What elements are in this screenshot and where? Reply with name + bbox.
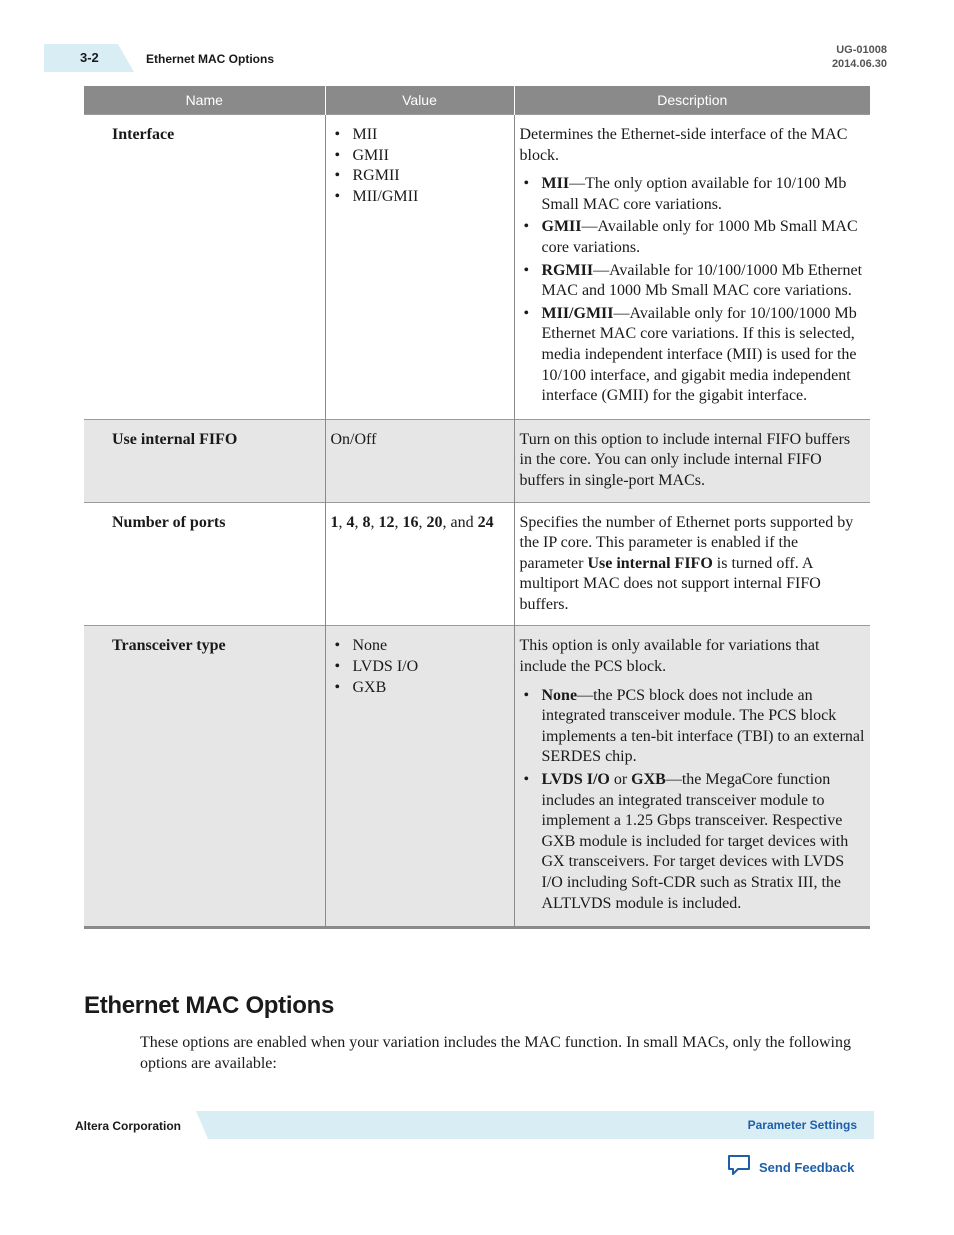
port-count: 4 — [346, 513, 355, 531]
footer-company: Altera Corporation — [75, 1119, 182, 1133]
running-header-section: Ethernet MAC Options — [146, 52, 274, 66]
description-intro: This option is only available for variations that include the PCS block. — [519, 637, 820, 676]
section-heading: Ethernet MAC Options — [84, 992, 334, 1019]
port-count: 12 — [378, 513, 395, 531]
bullet-text: —Available only for 1000 Mb Small MAC core variations. — [541, 218, 858, 256]
param-value — [325, 502, 514, 626]
bullet-term: MII — [541, 175, 570, 193]
param-name: Use internal FIFO — [84, 419, 325, 502]
bullet-text: or — [609, 771, 632, 789]
separator: , — [418, 513, 427, 531]
send-feedback-label[interactable]: Send Feedback — [759, 1160, 855, 1175]
param-description — [514, 115, 870, 420]
bullet-text: —The only option available for 10/100 Mb Small MAC core variations. — [541, 175, 847, 213]
table-row — [84, 626, 870, 928]
page-number: 3-2 — [80, 50, 99, 65]
bullet-text: —Available for 10/100/1000 Mb Ethernet MAC and 1000 Mb Small MAC core variations. — [541, 261, 863, 300]
param-name: Transceiver type — [84, 626, 325, 928]
separator: , and — [442, 513, 478, 531]
param-description — [514, 502, 870, 626]
description-bullet — [520, 174, 866, 215]
value-item: • None — [331, 636, 509, 657]
param-description: Turn on this option to include internal FIFO buffers in the core. You can only include internal FIFO buffers in single-port MACs. — [514, 419, 870, 502]
value-item: • GMII — [331, 146, 509, 167]
param-name: Number of ports — [84, 502, 325, 626]
param-values — [325, 626, 514, 928]
port-count: 8 — [362, 513, 371, 531]
parameter-settings-link[interactable]: Parameter Settings — [747, 1118, 857, 1132]
document-id: UG-01008 — [836, 44, 887, 56]
description-bullet — [520, 261, 866, 302]
description-text: is turned off. A multiport MAC does not support internal FIFO buffers. — [519, 554, 821, 613]
param-values — [325, 115, 514, 420]
column-header-name: Name — [84, 86, 325, 115]
param-description — [514, 626, 870, 928]
separator: , — [394, 513, 403, 531]
description-term: Use internal FIFO — [587, 554, 713, 572]
description-bullet — [520, 217, 866, 258]
description-bullet — [520, 686, 866, 768]
separator: , — [370, 513, 379, 531]
port-count: 20 — [426, 513, 443, 531]
description-intro: Determines the Ethernet-side interface of the MAC block. — [519, 126, 848, 164]
description-bullet — [520, 770, 866, 914]
table-row — [84, 419, 870, 502]
port-count: 24 — [477, 513, 494, 531]
bullet-term: LVDS I/O — [541, 771, 610, 789]
bullet-text: —Available only for 10/100/1000 Mb Ethernet MAC core variations. If this is selected, media independent interface (MII) is used for the 10/100 interface, and gigabit media independent interface (GMII) for the gigabit interface. — [541, 304, 857, 405]
column-header-value: Value — [325, 86, 514, 115]
value-item: • MII/GMII — [331, 187, 509, 208]
bullet-term: GMII — [541, 218, 582, 236]
value-item: • GXB — [331, 678, 509, 699]
document-date: 2014.06.30 — [831, 58, 887, 70]
send-feedback-button[interactable] — [727, 1154, 854, 1181]
column-header-description: Description — [514, 86, 870, 115]
bullet-term: RGMII — [541, 261, 594, 279]
value-item: • RGMII — [331, 166, 509, 187]
description-text: Specifies the number of Ethernet ports supported by the IP core. This parameter is enabled if the parameter — [519, 513, 854, 572]
bullet-text: —the PCS block does not include an integrated transceiver module. The PCS block implements a ten-bit interface (TBI) to an external SERDES chip. — [541, 686, 865, 766]
bullet-term: GXB — [631, 771, 666, 789]
description-bullet — [520, 304, 866, 407]
table-row — [84, 115, 870, 420]
bullet-text: —the MegaCore function includes an integrated transceiver module to implement a 1.25 Gbps transceiver. Respective GXB module is included for target devices with GX transceivers. For target devices with LVDS I/O including Soft-CDR such as Stratix III, the ALTLVDS module is included. — [541, 771, 849, 912]
bullet-term: MII/GMII — [541, 304, 614, 322]
port-count: 16 — [402, 513, 419, 531]
separator: , — [338, 513, 347, 531]
feedback-bubble-icon — [727, 1154, 751, 1181]
section-body: These options are enabled when your variation includes the MAC function. In small MACs, only the following options are available: — [140, 1034, 851, 1072]
param-name: Interface — [84, 115, 325, 420]
port-count: 1 — [330, 513, 339, 531]
parameter-table — [84, 86, 870, 929]
document-id-block — [832, 43, 887, 71]
value-item: • MII — [331, 125, 509, 146]
value-item: • LVDS I/O — [331, 657, 509, 678]
bullet-term: None — [541, 686, 578, 704]
separator: , — [354, 513, 363, 531]
param-value: On/Off — [325, 419, 514, 502]
table-row — [84, 502, 870, 626]
table-header-row — [84, 86, 870, 115]
